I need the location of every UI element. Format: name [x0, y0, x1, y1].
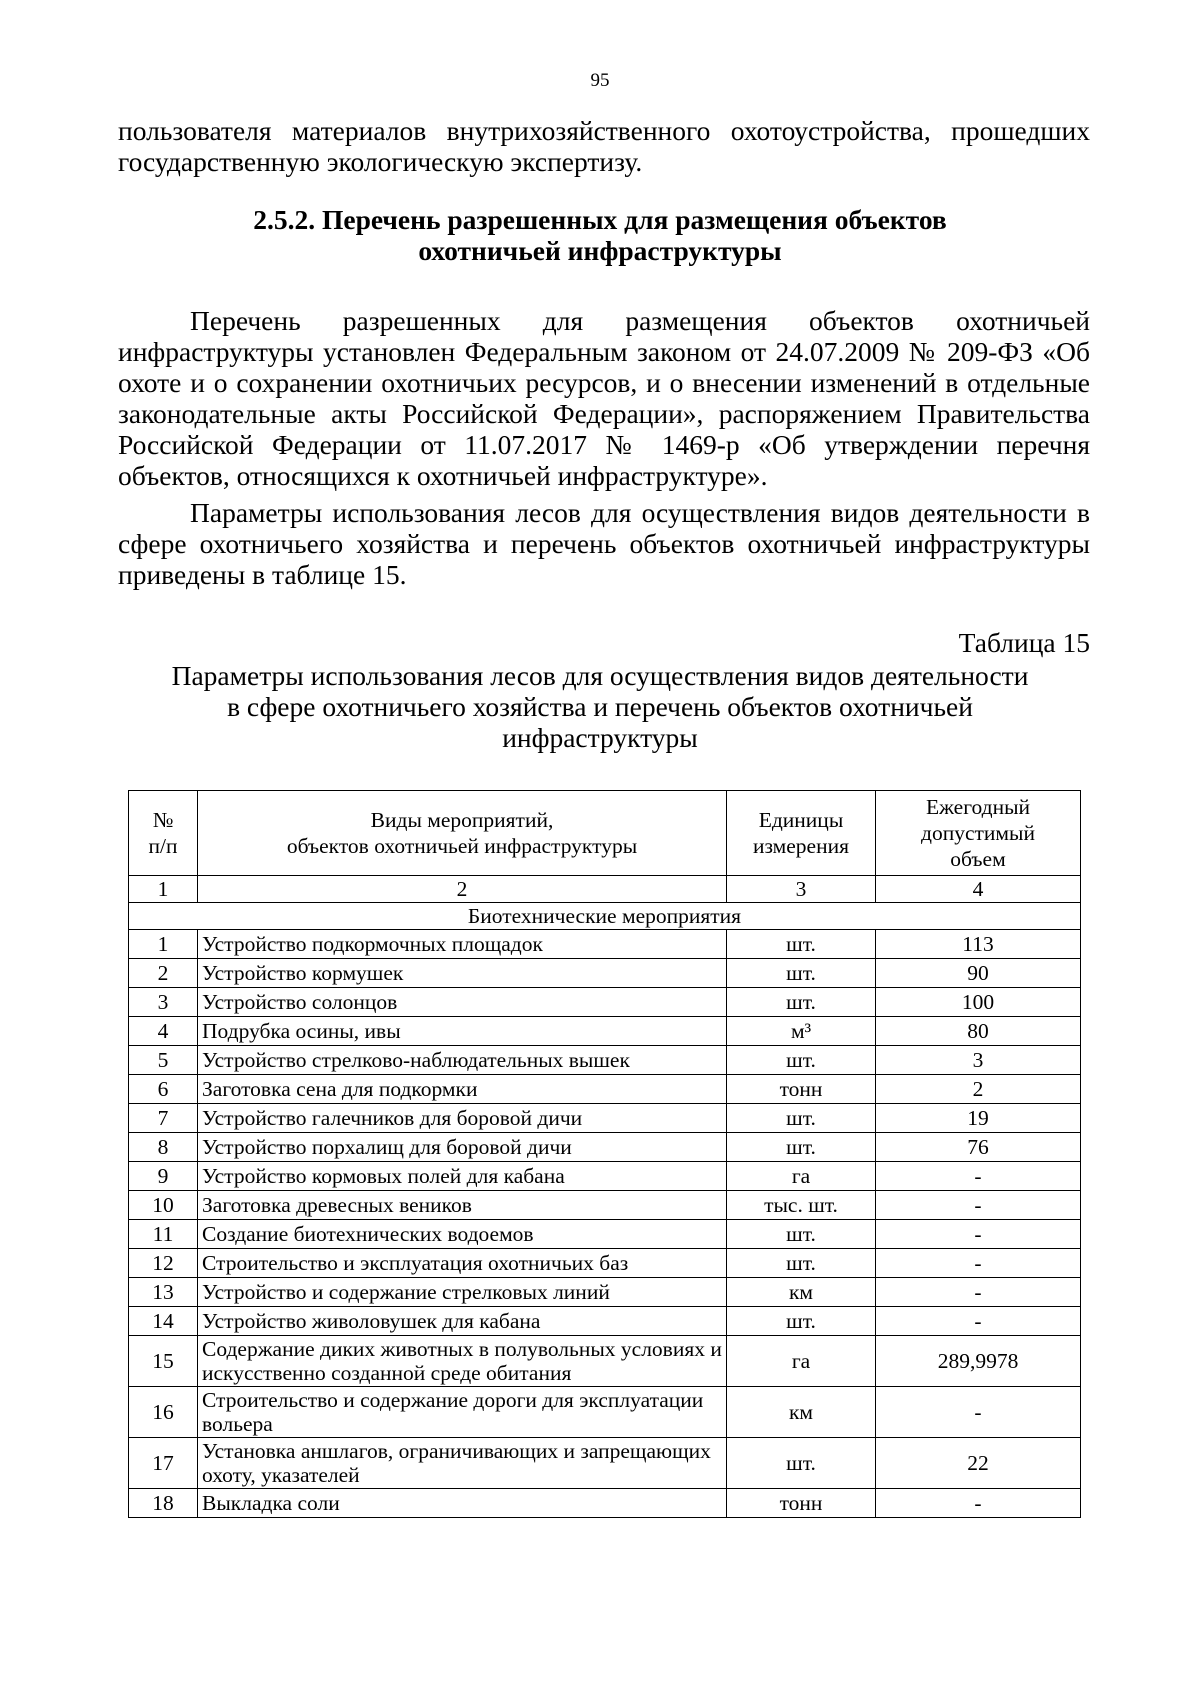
body-paragraph-1: Перечень разрешенных для размещения объектов охотничьей инфраструктуры установлен Федеральным законом от 24.07.2009 № 209-ФЗ «Об охоте и о сохранении охотничьих ресурсов, и о внесении изменений в отдельные законодательные акты Российской Федерации», распоряжением Правительства Российской Федерации от 11.07.2017 № 1469-р «Об утверждении перечня объектов, относящихся к охотничьей инфраструктуре». [118, 305, 1090, 491]
header-volume [876, 791, 1081, 876]
row-unit: га [727, 1336, 876, 1387]
row-value: - [876, 1162, 1081, 1191]
row-unit: шт. [727, 930, 876, 959]
row-activity: Устройство порхалищ для боровой дичи [198, 1133, 727, 1162]
row-value: 113 [876, 930, 1081, 959]
row-value: 2 [876, 1075, 1081, 1104]
header-activity-line-2: объектов охотничьей инфраструктуры [286, 834, 638, 858]
header-activity [198, 791, 727, 876]
body-paragraph-2: Параметры использования лесов для осуществления видов деятельности в сфере охотничьего хозяйства и перечень объектов охотничьей инфраструктуры приведены в таблице 15. [118, 497, 1090, 590]
row-unit: м³ [727, 1017, 876, 1046]
row-activity: Строительство и содержание дороги для эксплуатации вольера [198, 1387, 727, 1438]
row-value: 3 [876, 1046, 1081, 1075]
row-activity: Строительство и эксплуатация охотничьих баз [198, 1249, 727, 1278]
table-row [129, 1438, 1081, 1489]
row-value: - [876, 1387, 1081, 1438]
header-number [129, 791, 198, 876]
row-unit: км [727, 1387, 876, 1438]
row-unit: тонн [727, 1075, 876, 1104]
column-number-row [129, 876, 1081, 903]
row-value: 22 [876, 1438, 1081, 1489]
page-number: 95 [590, 70, 610, 91]
row-number: 7 [129, 1104, 198, 1133]
table-row [129, 930, 1081, 959]
row-value: - [876, 1191, 1081, 1220]
table-row [129, 959, 1081, 988]
row-unit: шт. [727, 959, 876, 988]
header-unit-line-2: измерения [752, 834, 850, 858]
row-activity: Устройство подкормочных площадок [198, 930, 727, 959]
row-number: 17 [129, 1438, 198, 1489]
table-caption-line-1: Параметры использования лесов для осуществления видов деятельности [171, 660, 1029, 691]
row-activity: Установка аншлагов, ограничивающих и запрещающих охоту, указателей [198, 1438, 727, 1489]
row-activity: Устройство живоловушек для кабана [198, 1307, 727, 1336]
table-row [129, 1307, 1081, 1336]
column-number: 4 [876, 876, 1081, 903]
row-unit: шт. [727, 988, 876, 1017]
row-value: - [876, 1489, 1081, 1518]
row-unit: тыс. шт. [727, 1191, 876, 1220]
row-number: 14 [129, 1307, 198, 1336]
header-unit-line-1: Единицы [758, 808, 844, 832]
row-activity: Устройство и содержание стрелковых линий [198, 1278, 727, 1307]
row-activity: Устройство стрелково-наблюдательных вышек [198, 1046, 727, 1075]
section-heading-line-1: 2.5.2. Перечень разрешенных для размещения объектов [253, 204, 947, 235]
row-unit: га [727, 1162, 876, 1191]
row-activity: Заготовка сена для подкормки [198, 1075, 727, 1104]
section-heading-line-2: охотничьей инфраструктуры [418, 235, 782, 266]
row-number: 9 [129, 1162, 198, 1191]
header-volume-line-2: допустимый [921, 821, 1035, 845]
row-number: 12 [129, 1249, 198, 1278]
table-row [129, 1017, 1081, 1046]
row-value: 80 [876, 1017, 1081, 1046]
table-row [129, 1249, 1081, 1278]
table-caption-line-3: инфраструктуры [502, 722, 698, 753]
row-activity: Выкладка соли [198, 1489, 727, 1518]
row-unit: шт. [727, 1046, 876, 1075]
row-number: 2 [129, 959, 198, 988]
header-number-line-1: № [152, 808, 174, 832]
row-unit: км [727, 1278, 876, 1307]
row-number: 10 [129, 1191, 198, 1220]
row-activity: Устройство солонцов [198, 988, 727, 1017]
row-number: 13 [129, 1278, 198, 1307]
table-row [129, 1336, 1081, 1387]
row-activity: Создание биотехнических водоемов [198, 1220, 727, 1249]
row-number: 18 [129, 1489, 198, 1518]
table-row [129, 1191, 1081, 1220]
row-unit: шт. [727, 1249, 876, 1278]
row-value: - [876, 1220, 1081, 1249]
row-unit: тонн [727, 1489, 876, 1518]
table-row [129, 1387, 1081, 1438]
header-volume-line-3: объем [950, 847, 1006, 871]
row-unit: шт. [727, 1307, 876, 1336]
row-value: 289,9978 [876, 1336, 1081, 1387]
row-value: - [876, 1307, 1081, 1336]
table-caption [150, 660, 1050, 753]
row-number: 6 [129, 1075, 198, 1104]
table-row [129, 1278, 1081, 1307]
row-number: 16 [129, 1387, 198, 1438]
row-number: 4 [129, 1017, 198, 1046]
table-header-row [129, 791, 1081, 876]
intro-paragraph: пользователя материалов внутрихозяйственного охотоустройства, прошедших государственную экологическую экспертизу. [118, 115, 1090, 177]
row-number: 1 [129, 930, 198, 959]
section-title: Биотехнические мероприятия [129, 903, 1081, 930]
row-activity: Заготовка древесных веников [198, 1191, 727, 1220]
row-activity: Содержание диких животных в полувольных условиях и искусственно созданной среде обитания [198, 1336, 727, 1387]
table-label: Таблица 15 [958, 627, 1090, 658]
row-value: - [876, 1278, 1081, 1307]
table-row [129, 1220, 1081, 1249]
row-unit: шт. [727, 1220, 876, 1249]
header-activity-line-1: Виды мероприятий, [370, 808, 554, 832]
table-row [129, 1162, 1081, 1191]
row-unit: шт. [727, 1133, 876, 1162]
row-number: 5 [129, 1046, 198, 1075]
row-value: - [876, 1249, 1081, 1278]
row-number: 11 [129, 1220, 198, 1249]
column-number: 3 [727, 876, 876, 903]
row-activity: Устройство кормушек [198, 959, 727, 988]
row-value: 90 [876, 959, 1081, 988]
table-row [129, 1104, 1081, 1133]
column-number: 2 [198, 876, 727, 903]
row-value: 19 [876, 1104, 1081, 1133]
row-unit: шт. [727, 1104, 876, 1133]
row-activity: Подрубка осины, ивы [198, 1017, 727, 1046]
row-activity: Устройство кормовых полей для кабана [198, 1162, 727, 1191]
row-number: 8 [129, 1133, 198, 1162]
table-row [129, 1075, 1081, 1104]
table-row [129, 988, 1081, 1017]
header-volume-line-1: Ежегодный [925, 795, 1031, 819]
header-number-line-2: п/п [148, 834, 178, 858]
parameters-table [128, 790, 1081, 1518]
table-row [129, 1133, 1081, 1162]
table-row [129, 1489, 1081, 1518]
section-heading [160, 204, 1040, 266]
row-value: 100 [876, 988, 1081, 1017]
row-activity: Устройство галечников для боровой дичи [198, 1104, 727, 1133]
row-unit: шт. [727, 1438, 876, 1489]
row-number: 3 [129, 988, 198, 1017]
row-value: 76 [876, 1133, 1081, 1162]
column-number: 1 [129, 876, 198, 903]
table-row [129, 1046, 1081, 1075]
section-row [129, 903, 1081, 930]
header-unit [727, 791, 876, 876]
row-number: 15 [129, 1336, 198, 1387]
table-caption-line-2: в сфере охотничьего хозяйства и перечень объектов охотничьей [227, 691, 973, 722]
